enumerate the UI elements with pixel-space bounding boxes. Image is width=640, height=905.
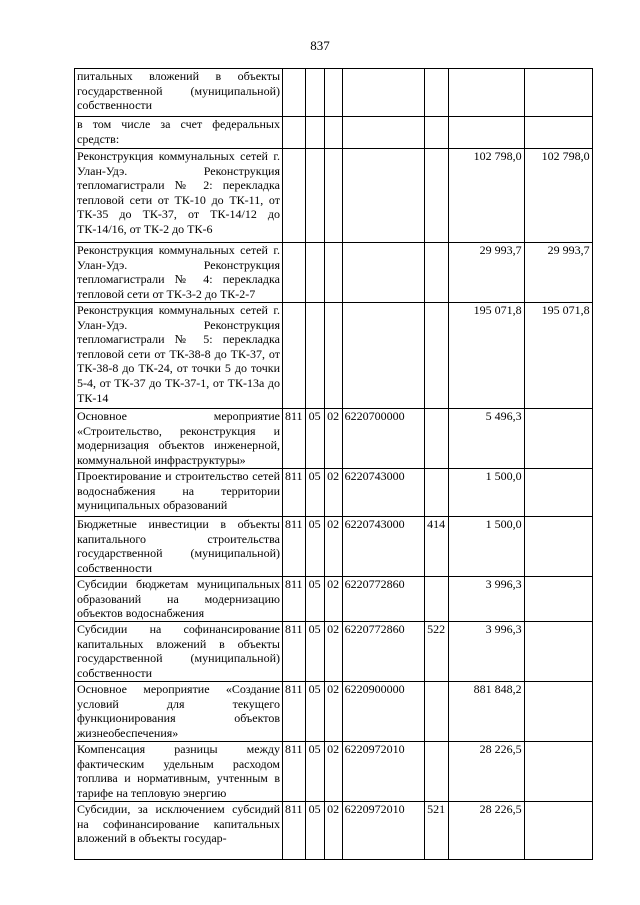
ministry-code: 811 [283,802,306,860]
row-description: Реконструкция коммунальных сетей г. Улан-Удэ. Реконструкция тепломагистрали № 5: перекладка тепловой сети от ТК-38-8 до ТК-37, от ТК-38-8 до ТК-24, от точки 5 до точки 5-4, от ТК-37 до ТК-37-1, от ТК-13а до ТК-14 [75,303,283,409]
expense-type-code: 414 [424,517,448,577]
row-description: Основное мероприятие «Строительство, реконструкция и модернизация объектов инженерной, коммунальной инфраструктуры» [75,409,283,469]
amount-federal [524,622,592,682]
section-code: 05 [305,622,324,682]
amount-federal [524,742,592,802]
ministry-code [283,117,306,149]
subsection-code: 02 [324,409,342,469]
target-item-code: 6220900000 [342,682,424,742]
ministry-code [283,243,306,303]
section-code: 05 [305,802,324,860]
row-description: Бюджетные инвестиции в объекты капитального строительства государственной (муниципальной) собственности [75,517,283,577]
subsection-code: 02 [324,742,342,802]
amount: 28 226,5 [448,742,524,802]
target-item-code: 6220772860 [342,577,424,622]
table-row [75,243,593,303]
amount: 1 500,0 [448,517,524,577]
table-row [75,117,593,149]
row-description: Компенсация разницы между фактическим удельным расходом топлива и нормативным, учтенным в тарифе на тепловую энергию [75,742,283,802]
subsection-code [324,117,342,149]
table-row [75,149,593,243]
amount-federal [524,409,592,469]
amount: 195 071,8 [448,303,524,409]
target-item-code: 6220772860 [342,622,424,682]
amount-federal [524,517,592,577]
amount-federal [524,682,592,742]
row-description: Субсидии на софинансирование капитальных вложений в объекты государственной (муниципальной) собственности [75,622,283,682]
amount: 28 226,5 [448,802,524,860]
ministry-code: 811 [283,409,306,469]
row-description: Реконструкция коммунальных сетей г. Улан-Удэ. Реконструкция тепломагистрали № 4: перекладка тепловой сети от ТК-3-2 до ТК-2-7 [75,243,283,303]
target-item-code [342,69,424,117]
row-description: в том числе за счет федеральных средств: [75,117,283,149]
target-item-code [342,243,424,303]
row-description: Субсидии, за исключением субсидий на софинансирование капитальных вложений в объекты государ- [75,802,283,860]
amount-federal [524,69,592,117]
target-item-code [342,149,424,243]
amount-federal [524,802,592,860]
amount [448,69,524,117]
target-item-code: 6220700000 [342,409,424,469]
subsection-code: 02 [324,622,342,682]
table-row [75,303,593,409]
expense-type-code [424,742,448,802]
target-item-code: 6220743000 [342,517,424,577]
table-row [75,517,593,577]
section-code: 05 [305,517,324,577]
subsection-code [324,243,342,303]
table-row [75,622,593,682]
section-code: 05 [305,577,324,622]
amount: 3 996,3 [448,622,524,682]
amount: 3 996,3 [448,577,524,622]
budget-table [74,68,593,860]
amount: 881 848,2 [448,682,524,742]
amount: 102 798,0 [448,149,524,243]
ministry-code [283,69,306,117]
section-code [305,117,324,149]
amount [448,117,524,149]
section-code: 05 [305,409,324,469]
ministry-code: 811 [283,622,306,682]
target-item-code [342,303,424,409]
section-code [305,149,324,243]
expense-type-code [424,69,448,117]
amount-federal [524,577,592,622]
table-row [75,577,593,622]
ministry-code [283,149,306,243]
expense-type-code [424,682,448,742]
ministry-code: 811 [283,517,306,577]
expense-type-code [424,469,448,517]
table-row [75,469,593,517]
ministry-code: 811 [283,577,306,622]
row-description: Проектирование и строительство сетей водоснабжения на территории муниципальных образований [75,469,283,517]
section-code [305,243,324,303]
expense-type-code [424,409,448,469]
subsection-code: 02 [324,802,342,860]
expense-type-code [424,117,448,149]
section-code: 05 [305,742,324,802]
amount-federal [524,469,592,517]
target-item-code: 6220972010 [342,742,424,802]
target-item-code: 6220743000 [342,469,424,517]
expense-type-code: 521 [424,802,448,860]
expense-type-code [424,303,448,409]
ministry-code: 811 [283,742,306,802]
amount-federal [524,117,592,149]
table-row [75,409,593,469]
subsection-code [324,149,342,243]
section-code: 05 [305,469,324,517]
section-code: 05 [305,682,324,742]
section-code [305,303,324,409]
target-item-code: 6220972010 [342,802,424,860]
table-row [75,742,593,802]
row-description: Основное мероприятие «Создание условий для текущего функционирования объектов жизнеобеспечения» [75,682,283,742]
subsection-code [324,303,342,409]
subsection-code: 02 [324,682,342,742]
expense-type-code [424,149,448,243]
expense-type-code [424,577,448,622]
table-row [75,802,593,860]
subsection-code: 02 [324,469,342,517]
amount: 29 993,7 [448,243,524,303]
page-number: 837 [310,38,330,53]
table-row [75,682,593,742]
row-description: питальных вложений в объекты государственной (муниципальной) собственности [75,69,283,117]
expense-type-code: 522 [424,622,448,682]
ministry-code [283,303,306,409]
expense-type-code [424,243,448,303]
section-code [305,69,324,117]
subsection-code: 02 [324,577,342,622]
amount-federal: 29 993,7 [524,243,592,303]
row-description: Реконструкция коммунальных сетей г. Улан-Удэ. Реконструкция тепломагистрали № 2: перекладка тепловой сети от ТК-10 до ТК-11, от ТК-35 до ТК-37, от ТК-14/12 до ТК-14/16, от ТК-2 до ТК-6 [75,149,283,243]
ministry-code: 811 [283,682,306,742]
target-item-code [342,117,424,149]
amount: 5 496,3 [448,409,524,469]
subsection-code: 02 [324,517,342,577]
amount-federal: 102 798,0 [524,149,592,243]
amount-federal: 195 071,8 [524,303,592,409]
subsection-code [324,69,342,117]
amount: 1 500,0 [448,469,524,517]
table-row [75,69,593,117]
ministry-code: 811 [283,469,306,517]
row-description: Субсидии бюджетам муниципальных образований на модернизацию объектов водоснабжения [75,577,283,622]
